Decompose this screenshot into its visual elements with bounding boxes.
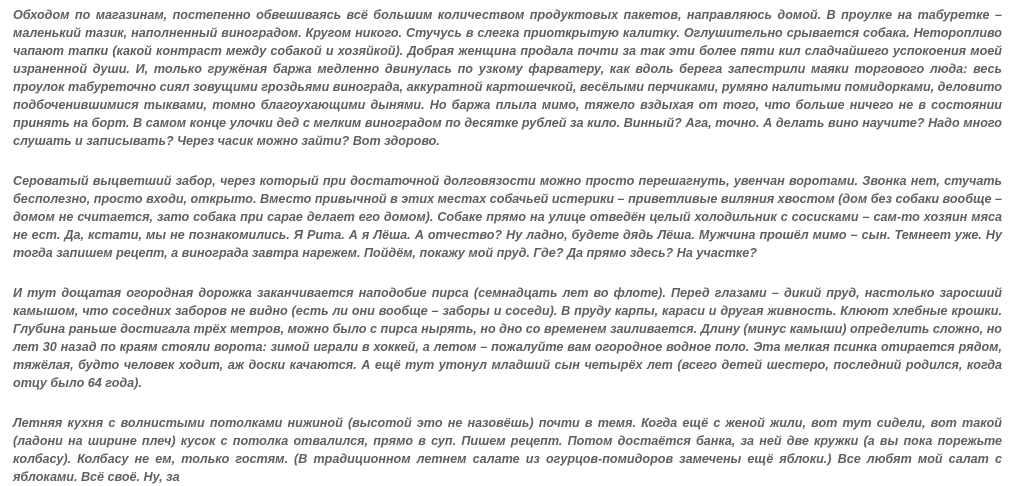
paragraph-4: Летняя кухня с волнистыми потолками нижиной (высотой это не назовёшь) почти в темя. Когда ещё с женой жили, вот тут сидели, вот такой (ладони на ширине плеч) кусок с потолка отвалился, прямо в суп. Пишем рецепт. Потом достаётся банка, за ней две кружки (а вы пока порежьте колбасу). Колбасу не ем, только гостям. (В традиционном летнем салате из огурцов-помидоров замечены ещё яблоки.) Все любят мой салат с яблоками. Всё своё. Ну, за	[13, 416, 1002, 484]
paragraph-2: Сероватый выцветший забор, через который при достаточной долговязости можно просто перешагнуть, увенчан воротами. Звонка нет, стучать бесполезно, просто входи, открыто. Вместо привычной в этих местах собачьей истерики – приветливые виляния хвостом (дом без собаки вообще – домом не считается, зато собака при сарае делает его домом). Собаке прямо на улице отведён целый холодильник с сосисками – сам-то хозяин мяса не ест. Да, кстати, мы не познакомились. Я Рита. А я Лёша. А отчество? Ну ладно, будете дядь Лёша. Мужчина прошёл мимо – сын. Темнеет уже. Ну тогда запишем рецепт, а винограда завтра нарежем. Пойдём, покажу мой пруд. Где? Да прямо здесь? На участке?	[13, 174, 1002, 260]
paragraph-1: Обходом по магазинам, постепенно обвешиваясь всё большим количеством продуктовых пакетов, направляюсь домой. В проулке на табуретке – маленький тазик, наполненный виноградом. Кругом никого. Стучусь в слегка приоткрытую калитку. Оглушительно срывается собака. Неторопливо чапают тапки (какой контраст между собакой и хозяйкой). Добрая женщина продала почти за так эти более пяти кил сладчайшего успокоения моей израненной души. И, только гружёная баржа медленно двинулась по узкому фарватеру, как вдоль берега запестрили маяки торгового люда: весь проулок табуреточно сиял зовущими гроздьями винограда, аккуратной картошечкой, весёлыми перчиками, румяно налитыми помидорками, деловито подбоченившимися тыквами, томно благоухающими дынями. Но баржа плыла мимо, тяжело вздыхая от того, что больше ничего не в состоянии принять на борт. В самом конце улочки дед с мелким виноградом по десятке рублей за кило. Винный? Ага, точно. А делать вино научите? Надо много слушать и записывать? Через часик можно зайти? Вот здорово.	[13, 8, 1002, 148]
paragraph-3: И тут дощатая огородная дорожка заканчивается наподобие пирса (семнадцать лет во флоте). Перед глазами – дикий пруд, настолько заросший камышом, что соседних заборов не видно (есть ли они вообще – заборы и соседи). В пруду карпы, караси и другая живность. Клюют хлебные крошки. Глубина раньше достигала трёх метров, можно было с пирса нырять, но дно со временем заиливается. Длину (минус камыши) определить сложно, но лет 30 назад по краям стояли ворота: зимой играли в хоккей, а летом – пожалуйте вам огородное водное поло. Эта мелкая псинка отирается рядом, тяжёлая, будто человек ходит, аж доски качаются. А ещё тут утонул младший сын четырёх лет (всего детей шестеро, последний родился, когда отцу было 64 года).	[13, 286, 1002, 390]
